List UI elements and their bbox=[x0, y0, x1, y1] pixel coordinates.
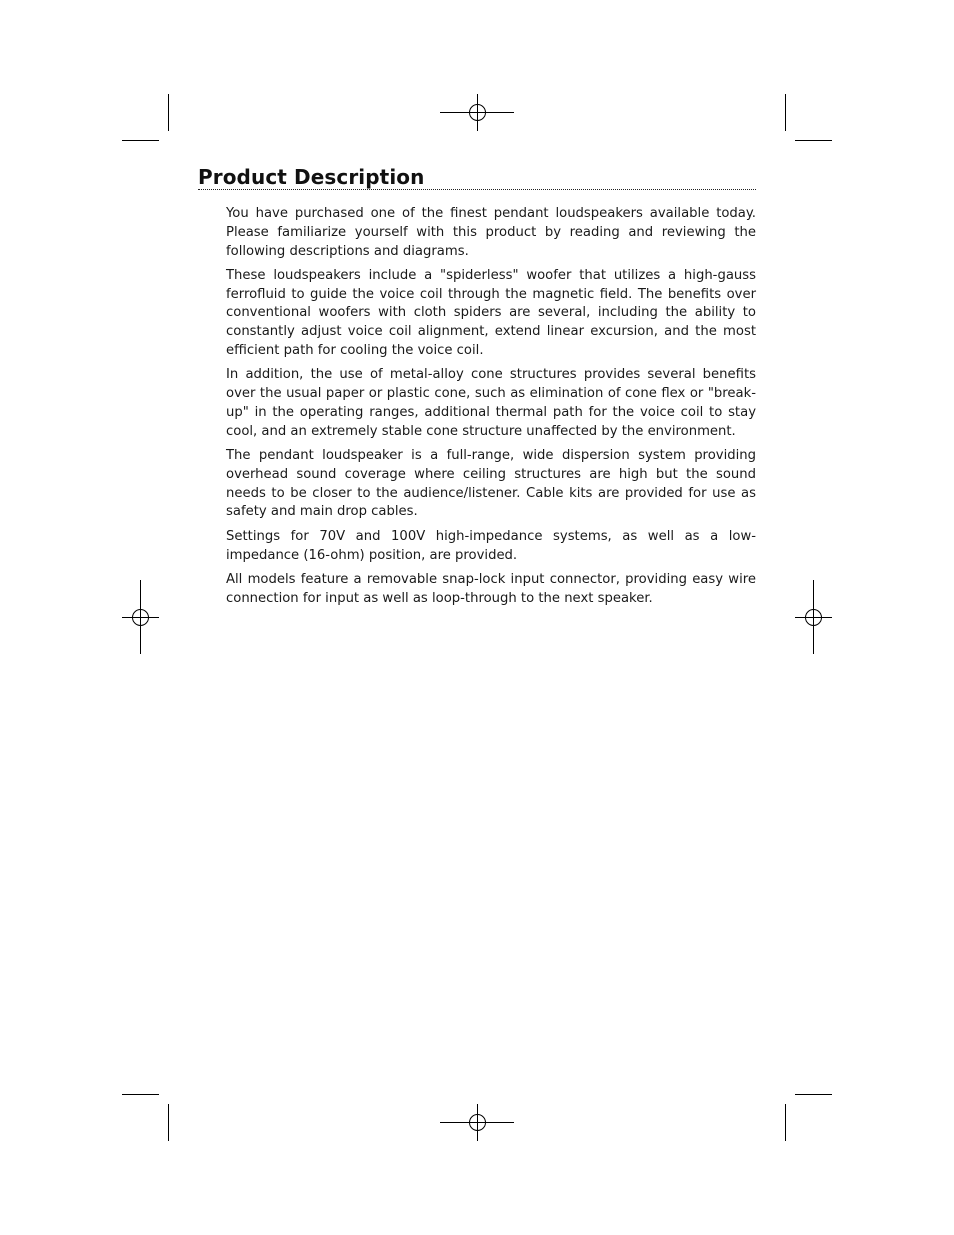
paragraph-impedance-settings: Settings for 70V and 100V high-impedance systems, as well as a low-impedance (16-ohm) position, are provided. bbox=[226, 528, 756, 563]
crop-mark-top-left-vertical bbox=[168, 94, 169, 131]
paragraph-dispersion: The pendant loudspeaker is a full-range, wide dispersion system providing overhead sound coverage where ceiling structures are high but the sound needs to be closer to the audience/listener. Cable kits are provided for use as safety and main drop cables. bbox=[226, 448, 756, 520]
registration-mark-right-circle bbox=[805, 609, 822, 626]
registration-mark-bottom-circle bbox=[469, 1114, 486, 1131]
heading-dotted-rule bbox=[198, 189, 756, 190]
paragraph-cone-structure: In addition, the use of metal-alloy cone structures provides several benefits over the usual paper or plastic cone, such as elimination of cone flex or "break-up" in the operating ranges, additional thermal path for the voice coil to stay cool, and an extremely stable cone structure unaffected by the environment. bbox=[226, 367, 756, 439]
crop-mark-top-right-horizontal bbox=[795, 140, 832, 141]
crop-mark-bottom-right-vertical bbox=[785, 1104, 786, 1141]
crop-mark-top-left-horizontal bbox=[122, 140, 159, 141]
paragraph-woofer: These loudspeakers include a "spiderless" woofer that utilizes a high-gauss ferrofluid to guide the voice coil through the magnetic field. The benefits over conventional woofers with cloth spiders are several, including the ability to constantly adjust voice coil alignment, extend linear excursion, and the most efficient path for cooling the voice coil. bbox=[226, 267, 756, 359]
crop-mark-bottom-left-vertical bbox=[168, 1104, 169, 1141]
crop-mark-top-right-vertical bbox=[785, 94, 786, 131]
crop-mark-bottom-left-horizontal bbox=[122, 1094, 159, 1095]
paragraph-intro: You have purchased one of the finest pendant loudspeakers available today. Please familiarize yourself with this product by reading and reviewing the following descriptions and diagrams. bbox=[226, 206, 756, 259]
crop-mark-bottom-right-horizontal bbox=[795, 1094, 832, 1095]
registration-mark-top-circle bbox=[469, 104, 486, 121]
registration-mark-left-circle bbox=[132, 609, 149, 626]
paragraph-connector: All models feature a removable snap-lock input connector, providing easy wire connection for input as well as loop-through to the next speaker. bbox=[226, 571, 756, 606]
page-title: Product Description bbox=[198, 165, 425, 189]
body-text bbox=[226, 205, 756, 614]
